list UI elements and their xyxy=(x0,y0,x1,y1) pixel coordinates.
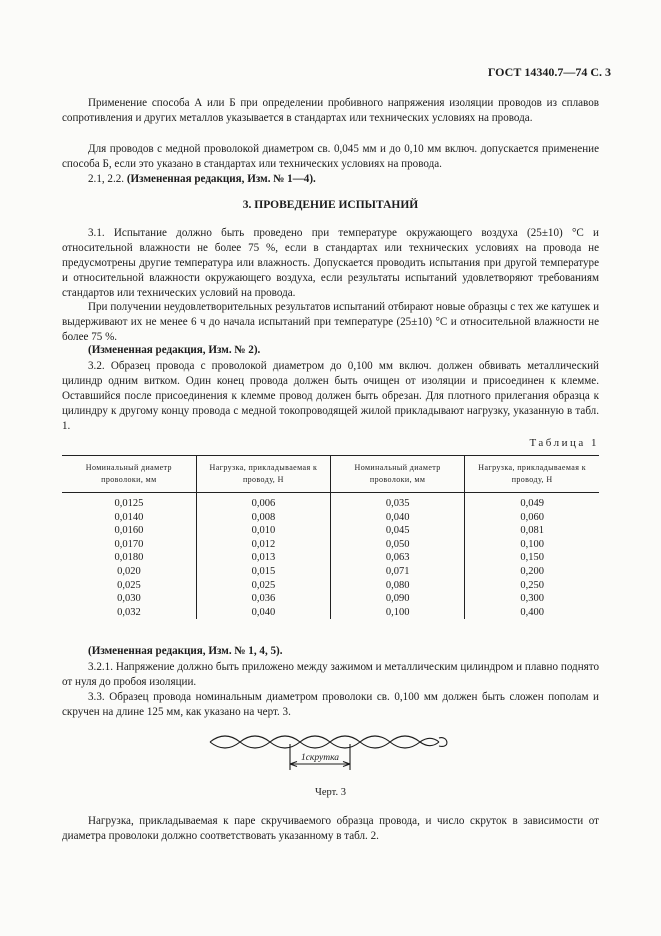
wire-loop-end xyxy=(439,738,447,747)
cell: 0,013 xyxy=(196,551,330,565)
table-row xyxy=(62,606,599,620)
paragraph-load-twists: Нагрузка, прикладываемая к паре скручиваемого образца провода, и число скруток в зависимости от диаметра проволоки должно соответствовать указанному в табл. 2. xyxy=(62,815,599,842)
cell: 0,015 xyxy=(196,565,330,579)
paragraph-3-2-1: 3.2.1. Напряжение должно быть приложено между зажимом и металлическим цилиндром и плавно поднято от нуля до пробоя изоляции. xyxy=(62,661,599,688)
page-header: ГОСТ 14340.7—74 С. 3 xyxy=(487,65,611,79)
table-row xyxy=(62,538,599,552)
header-diameter-1: Номинальный диаметр проволоки, мм xyxy=(62,456,196,493)
cell: 0,036 xyxy=(196,592,330,606)
paragraph-3-1: 3.1. Испытание должно быть проведено при температуре окружающего воздуха (25±10) °С и относительной влажности не более 75 %, если в стандартах или технических условиях на провода не предусмотрены другие температура или влажность. Допускается проводить испытания при другой температуре и относительной влажности окружающего воздуха, если результаты испытаний удовлетворяют требованиям стандартов или технических условий на провода. xyxy=(62,227,599,299)
cell: 0,012 xyxy=(196,538,330,552)
cell: 0,100 xyxy=(331,606,465,620)
paragraph-copper-wires: Для проводов с медной проволокой диаметром св. 0,045 мм и до 0,10 мм включ. допускается применение способа Б, если это указано в стандартах или технических условиях на провода. xyxy=(62,143,599,170)
cell: 0,200 xyxy=(465,565,599,579)
paragraph-retest: При получении неудовлетворительных результатов испытаний отбирают новые образцы с тех же катушек и выдерживают их не менее 6 ч до начала испытаний при температуре (25±10) °С и относительной влажности не более 75 %. xyxy=(62,301,599,343)
amendment-ref: 2.1, 2.2. xyxy=(88,173,125,185)
cell: 0,0125 xyxy=(114,498,144,509)
cell: 0,045 xyxy=(331,524,465,538)
table-row xyxy=(62,493,599,511)
cell: 0,0170 xyxy=(114,538,144,550)
cell: 0,150 xyxy=(465,551,599,565)
cell: 0,063 xyxy=(331,551,465,565)
cell: 0,035 xyxy=(331,493,465,511)
cell: 0,030 xyxy=(117,593,141,605)
table-row xyxy=(62,551,599,565)
amendment-note: (Измененная редакция, Изм. № 1—4). xyxy=(126,173,316,185)
cell: 0,081 xyxy=(465,524,599,538)
table-row xyxy=(62,565,599,579)
cell: 0,400 xyxy=(465,606,599,620)
table-row xyxy=(62,579,599,593)
table-header-row xyxy=(62,456,599,493)
table-row xyxy=(62,592,599,606)
header-load-1: Нагрузка, прикладываемая к проводу, Н xyxy=(196,456,330,493)
cell: 0,0140 xyxy=(114,511,144,523)
cell: 0,300 xyxy=(465,592,599,606)
cell: 0,090 xyxy=(331,592,465,606)
cell: 0,060 xyxy=(465,511,599,525)
twisted-wire-figure xyxy=(205,730,455,778)
cell: 0,250 xyxy=(465,579,599,593)
cell: 0,0180 xyxy=(114,552,144,564)
cell: 0,071 xyxy=(331,565,465,579)
cell: 0,0160 xyxy=(114,525,144,537)
paragraph-3-2: 3.2. Образец провода с проволокой диаметром до 0,100 мм включ. должен обвивать металлический цилиндр одним витком. Один конец провода должен быть очищен от изоляции и присоединен к клемме. Оставшийся после присоединения к клемме провод должен быть обрезан. Для плотного прилегания образца к цилиндру к другому концу провода с медной токопроводящей жилой прикладывают нагрузку, указанную в табл. 1. xyxy=(62,360,599,432)
cell: 0,020 xyxy=(117,565,141,577)
cell: 0,010 xyxy=(196,524,330,538)
table-caption: Таблица 1 xyxy=(529,437,599,449)
header-load-2: Нагрузка, прикладываемая к проводу, Н xyxy=(465,456,599,493)
table-1 xyxy=(62,455,599,619)
cell: 0,025 xyxy=(196,579,330,593)
amendment-note-2: (Измененная редакция, Изм. № 2). xyxy=(88,344,261,356)
cell: 0,040 xyxy=(196,606,330,620)
section-title: 3. ПРОВЕДЕНИЕ ИСПЫТАНИЙ xyxy=(242,199,419,211)
cell: 0,006 xyxy=(196,493,330,511)
cell: 0,050 xyxy=(331,538,465,552)
cell: 0,049 xyxy=(465,493,599,511)
table-row xyxy=(62,511,599,525)
header-diameter-2: Номинальный диаметр проволоки, мм xyxy=(331,456,465,493)
cell: 0,008 xyxy=(196,511,330,525)
cell: 0,025 xyxy=(117,579,141,591)
cell: 0,040 xyxy=(331,511,465,525)
paragraph-3-3: 3.3. Образец провода номинальным диаметром проволоки св. 0,100 мм должен быть сложен пополам и скручен на длине 125 мм, как указано на черт. 3. xyxy=(62,691,599,718)
figure-label: 1скрутка xyxy=(300,753,340,763)
cell: 0,032 xyxy=(117,606,141,618)
amendment-note-3: (Измененная редакция, Изм. № 1, 4, 5). xyxy=(88,645,283,657)
cell: 0,100 xyxy=(465,538,599,552)
cell: 0,080 xyxy=(331,579,465,593)
paragraph-method-choice: Применение способа А или Б при определении пробивного напряжения изоляции проводов из сплавов сопротивления и других металлов указывается в стандартах или технических условиях на провода. xyxy=(62,97,599,124)
table-row xyxy=(62,524,599,538)
figure-caption: Черт. 3 xyxy=(315,787,346,798)
paragraph-amendment-1 xyxy=(62,172,599,187)
